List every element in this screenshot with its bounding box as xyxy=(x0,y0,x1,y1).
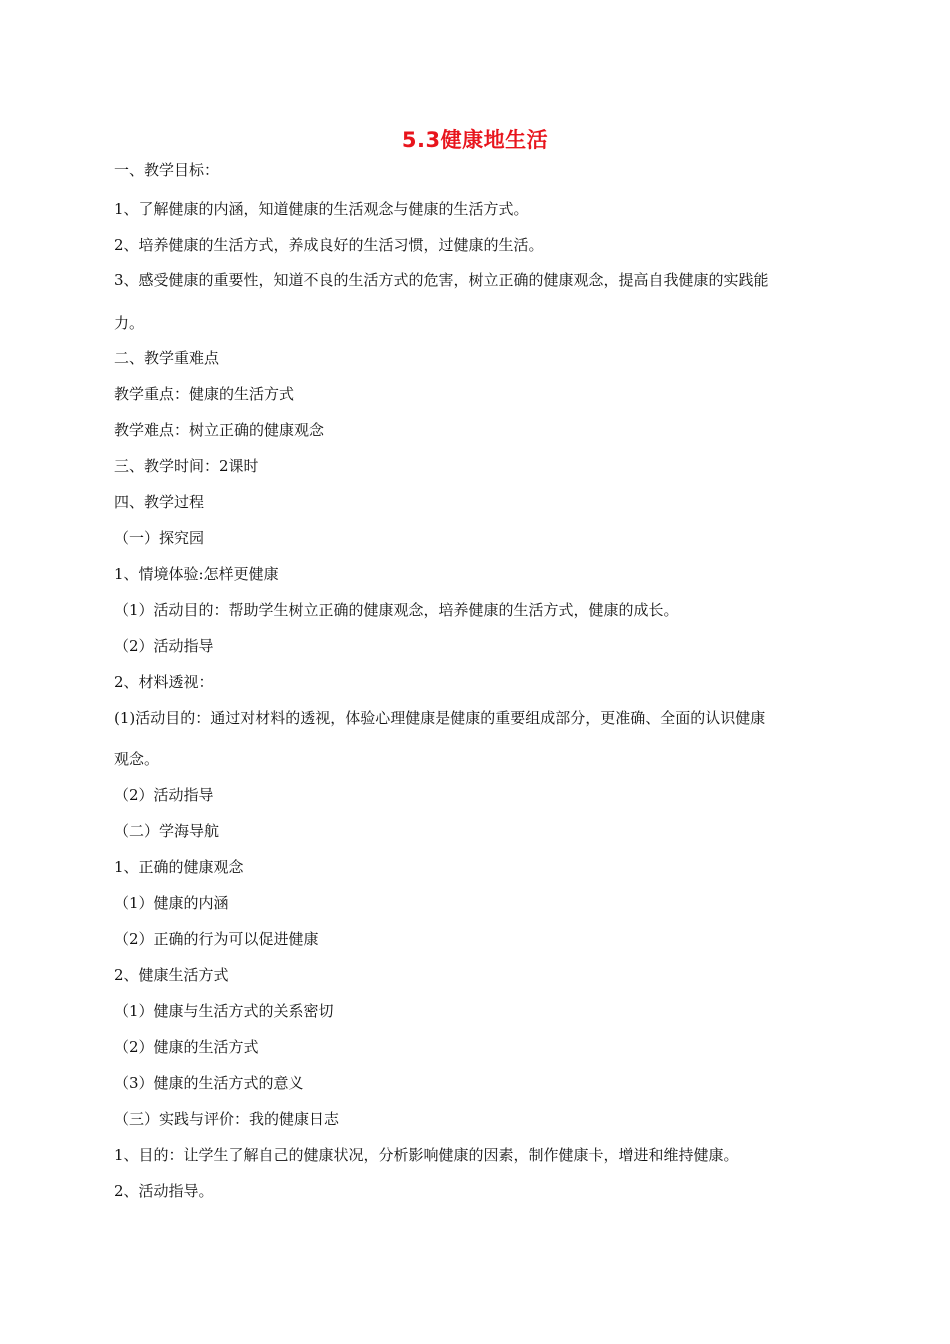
item-correct-behavior: （2）正确的行为可以促进健康 xyxy=(114,930,319,948)
item-material-perspective: 2、材料透视： xyxy=(114,673,214,691)
item-activity-purpose-2-continued: 观念。 xyxy=(114,750,160,768)
section-heading-objectives: 一、教学目标： xyxy=(114,161,220,179)
objective-3: 3、感受健康的重要性，知道不良的生活方式的危害，树立正确的健康观念，提高自我健康的实践能 xyxy=(114,271,769,289)
item-health-connotation: （1）健康的内涵 xyxy=(114,894,229,912)
item-activity-guide-2: （2）活动指导 xyxy=(114,786,214,804)
section-heading-time: 三、教学时间：2课时 xyxy=(114,457,259,475)
difficult-point: 教学难点：树立正确的健康观念 xyxy=(114,421,325,439)
subsection-explore: （一）探究园 xyxy=(114,529,205,547)
item-practice-guide: 2、活动指导。 xyxy=(114,1182,214,1200)
key-point: 教学重点：健康的生活方式 xyxy=(114,385,295,403)
item-practice-purpose: 1、目的：让学生了解自己的健康状况，分析影响健康的因素，制作健康卡，增进和维持健康。 xyxy=(114,1146,739,1164)
objective-3-continued: 力。 xyxy=(114,314,145,332)
subsection-practice-evaluation: （三）实践与评价：我的健康日志 xyxy=(114,1110,340,1128)
objective-2: 2、培养健康的生活方式，养成良好的生活习惯，过健康的生活。 xyxy=(114,236,544,254)
item-correct-health-concept: 1、正确的健康观念 xyxy=(114,858,244,876)
item-healthy-lifestyle-2: （2）健康的生活方式 xyxy=(114,1038,259,1056)
item-activity-purpose-2: (1)活动目的：通过对材料的透视，体验心理健康是健康的重要组成部分，更准确、全面的认识健康 xyxy=(114,709,766,727)
item-healthy-lifestyle: 2、健康生活方式 xyxy=(114,966,229,984)
objective-1: 1、了解健康的内涵，知道健康的生活观念与健康的生活方式。 xyxy=(114,200,529,218)
subsection-learning-guide: （二）学海导航 xyxy=(114,822,220,840)
item-healthy-lifestyle-meaning: （3）健康的生活方式的意义 xyxy=(114,1074,304,1092)
section-heading-process: 四、教学过程 xyxy=(114,493,205,511)
item-situation-experience: 1、情境体验:怎样更健康 xyxy=(114,565,279,583)
item-activity-purpose-1: （1）活动目的：帮助学生树立正确的健康观念，培养健康的生活方式，健康的成长。 xyxy=(114,601,679,619)
section-heading-key-points: 二、教学重难点 xyxy=(114,349,220,367)
item-health-lifestyle-relation: （1）健康与生活方式的关系密切 xyxy=(114,1002,334,1020)
document-title: 5.3健康地生活 xyxy=(401,128,549,152)
item-activity-guide-1: （2）活动指导 xyxy=(114,637,214,655)
